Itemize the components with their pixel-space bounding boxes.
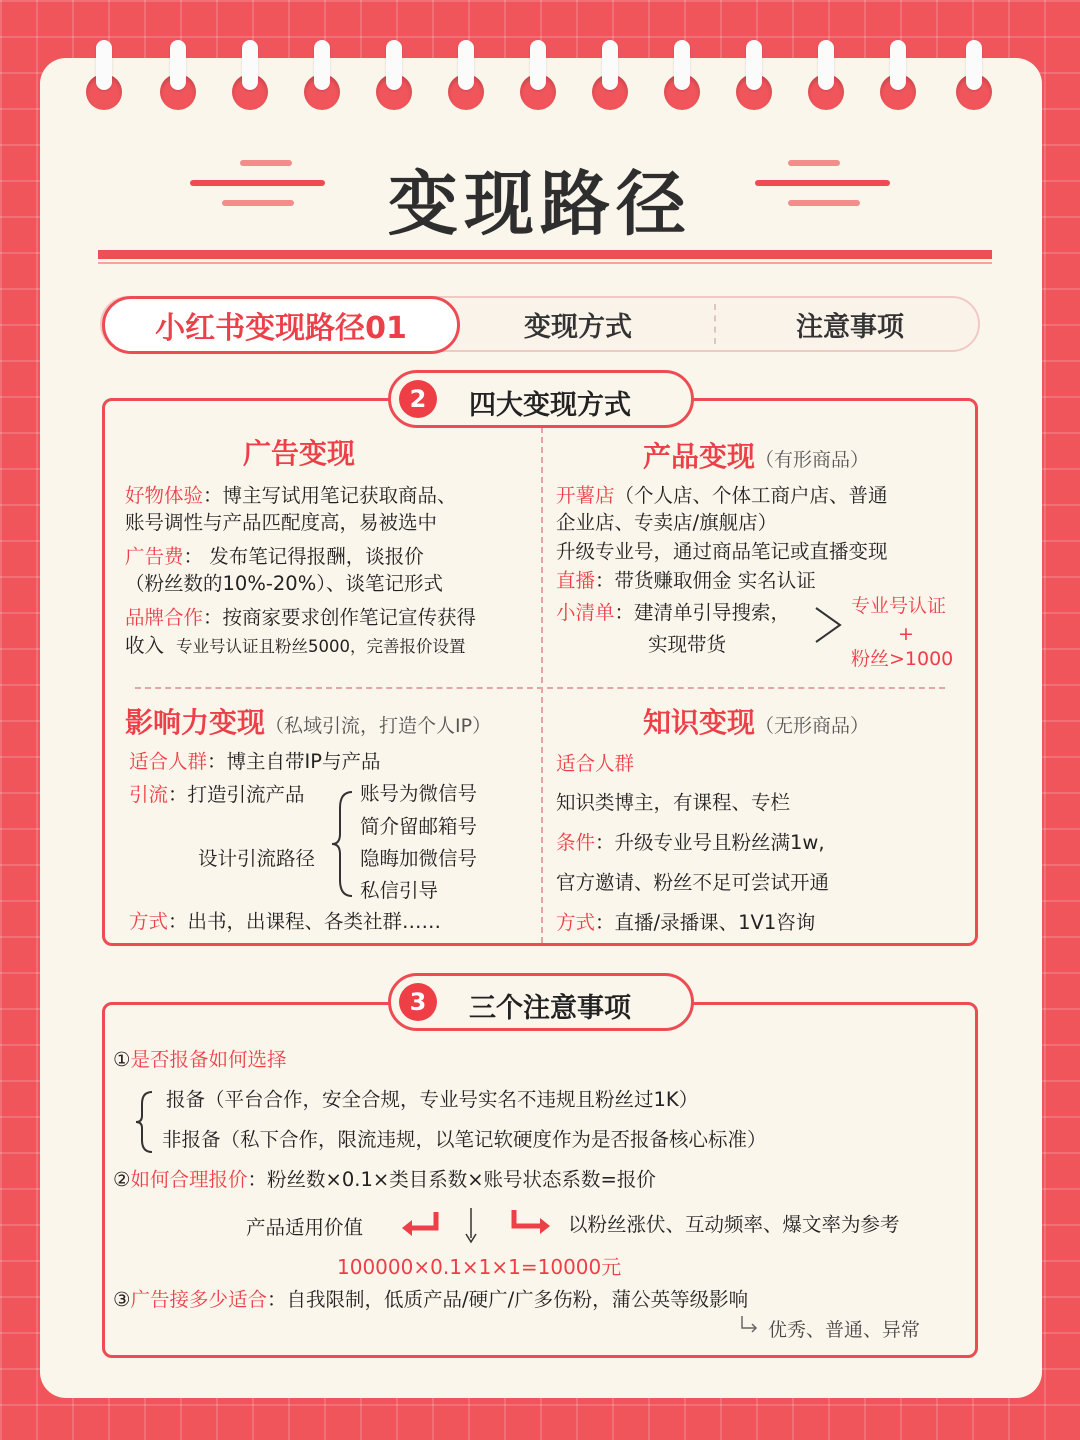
note-2-formula: 100000×0.1×1×1=10000元 — [337, 1255, 622, 1279]
influence-option: 简介留邮箱号 — [360, 815, 478, 838]
influence-option: 隐晦加微信号 — [360, 847, 478, 870]
page-title: 变现路径 — [388, 163, 692, 245]
vertical-divider — [541, 427, 543, 943]
ad-line-6: 收入 专业号认证且粉丝5000，完善报价设置 — [125, 634, 466, 657]
tab-methods[interactable]: 变现方式 — [524, 311, 632, 343]
section-label: 四大变现方式 — [469, 390, 631, 421]
product-line-3: 升级专业号，通过商品笔记或直播变现 — [556, 540, 888, 563]
note-1-title: ①是否报备如何选择 — [113, 1048, 287, 1071]
title-divider — [98, 250, 992, 259]
section-3-header — [388, 973, 694, 1031]
knowledge-line-1: 适合人群 — [556, 752, 635, 775]
note-3-sub: 优秀、普通、异常 — [768, 1319, 921, 1341]
section-2-header — [388, 370, 694, 428]
arrow-right-icon — [508, 1206, 552, 1236]
section-label: 三个注意事项 — [469, 993, 631, 1024]
product-heading: 产品变现（有形商品） — [643, 440, 870, 473]
tab-path-01[interactable]: 小红书变现路径01 — [102, 296, 460, 354]
tab-bar — [100, 296, 980, 352]
ad-heading: 广告变现 — [243, 437, 356, 470]
arrow-turn-icon — [738, 1314, 760, 1336]
tab-separator — [714, 304, 716, 344]
section-number: 3 — [399, 983, 437, 1021]
product-side-plus: + — [898, 623, 914, 645]
product-side-1: 专业号认证 — [851, 595, 947, 617]
influence-option: 账号为微信号 — [360, 782, 478, 805]
note-1-option-b: 非报备（私下合作，限流违规，以笔记软硬度作为是否报备核心标准） — [162, 1128, 767, 1151]
note-2-title: ②如何合理报价：粉丝数×0.1×类目系数×账号状态系数=报价 — [113, 1168, 656, 1191]
product-line-4: 直播：带货赚取佣金 实名认证 — [556, 569, 816, 592]
product-side-2: 粉丝>1000 — [851, 648, 954, 670]
ad-line-5: 品牌合作：按商家要求创作笔记宣传获得 — [125, 606, 477, 629]
knowledge-line-2: 知识类博主，有课程、专栏 — [556, 791, 791, 814]
product-line-1: 开薯店（个人店、个体工商户店、普通 — [556, 484, 888, 507]
influence-line-2: 引流：打造引流产品 — [129, 783, 305, 806]
ad-line-3: 广告费： 发布笔记得报酬，谈报价 — [125, 545, 424, 568]
section-number: 2 — [399, 380, 437, 418]
note-2-left: 产品适用价值 — [246, 1216, 364, 1239]
brace-icon — [134, 1090, 158, 1154]
arrow-left-icon — [400, 1208, 444, 1238]
brace-icon — [330, 788, 356, 900]
arrow-down-icon — [462, 1206, 480, 1246]
knowledge-heading: 知识变现（无形商品） — [643, 706, 870, 739]
title-divider — [98, 262, 992, 264]
knowledge-line-4: 官方邀请、粉丝不足可尝试开通 — [556, 871, 830, 894]
product-line-6: 实现带货 — [648, 633, 727, 656]
note-2-right: 以粉丝涨伏、互动频率、爆文率为参考 — [568, 1213, 900, 1236]
influence-design: 设计引流路径 — [198, 847, 316, 870]
horizontal-divider — [135, 687, 945, 689]
ad-line-1: 好物体验：博主写试用笔记获取商品、 — [125, 484, 457, 507]
tab-notes[interactable]: 注意事项 — [796, 311, 904, 343]
chevron-right-icon — [812, 604, 844, 646]
note-3-title: ③广告接多少适合：自我限制，低质产品/硬广/广多伤粉，蒲公英等级影响 — [113, 1288, 749, 1311]
product-line-5: 小清单：建清单引导搜索， — [556, 601, 791, 624]
ad-line-4: （粉丝数的10%-20%）、谈笔记形式 — [125, 572, 443, 595]
knowledge-line-3: 条件：升级专业号且粉丝满1w, — [556, 831, 825, 854]
note-1-option-a: 报备（平台合作，安全合规，专业号实名不违规且粉丝过1K） — [166, 1088, 699, 1111]
influence-option: 私信引导 — [360, 879, 439, 902]
influence-line-3: 方式：出书，出课程、各类社群…… — [129, 910, 442, 933]
knowledge-line-5: 方式：直播/录播课、1V1咨询 — [556, 911, 816, 934]
ad-line-2: 账号调性与产品匹配度高，易被选中 — [125, 511, 438, 534]
influence-heading: 影响力变现（私域引流，打造个人IP） — [125, 706, 492, 739]
influence-line-1: 适合人群：博主自带IP与产品 — [129, 750, 381, 773]
product-line-2: 企业店、专卖店/旗舰店） — [556, 511, 778, 534]
